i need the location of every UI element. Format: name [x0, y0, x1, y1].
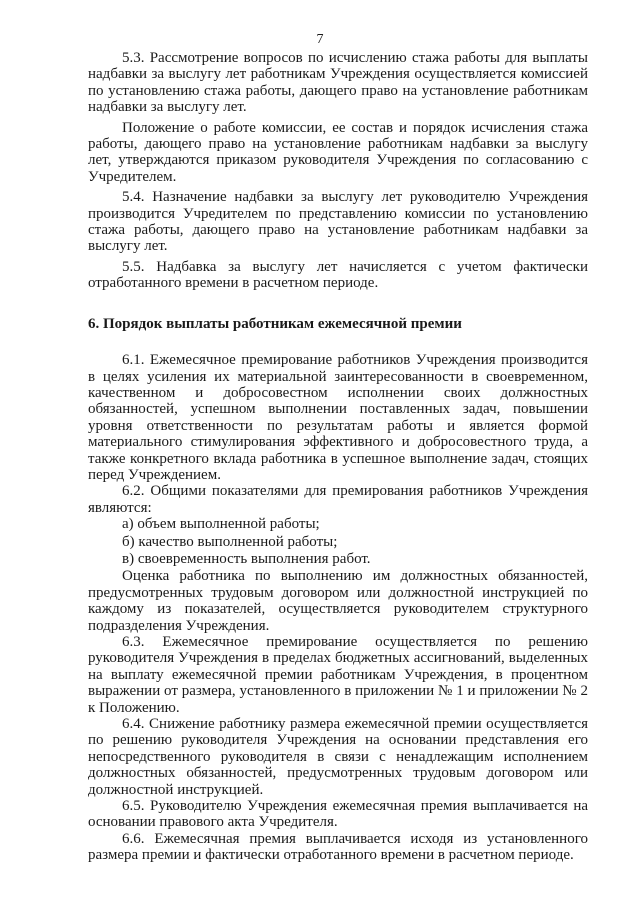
list-item: а) объем выполненной работы; — [122, 516, 320, 533]
paragraph-5-3: 5.3. Рассмотрение вопросов по исчислению стажа работы для выплаты надбавки за выслугу лет работникам Учреждения осуществляется комиссией по установлению стажа работы, дающего право на установление работникам надбавки за выслугу лет. — [88, 50, 588, 116]
paragraph-6-4: 6.4. Снижение работнику размера ежемесячной премии осуществляется по решению руководителя Учреждения на основании представления его непосредственного руководителя в связи с ненадлежащим исполнением должностных обязанностей, предусмотренных трудовым договором или должностной инструкцией. — [88, 716, 588, 798]
paragraph-6-1: 6.1. Ежемесячное премирование работников Учреждения производится в целях усиления их материальной заинтересованности в своевременном, качественном и добросовестном исполнении своих должностных обязанностей, успешном выполнении поставленных задач, повышении уровня ответственности по результатам работы и является формой материального стимулирования эффективного и добросовестного труда, а также конкретного вклада работника в успешное выполнение задач, стоящих перед Учреждением. — [88, 352, 588, 483]
paragraph-6-3: 6.3. Ежемесячное премирование осуществляется по решению руководителя Учреждения в пределах бюджетных ассигнований, выделенных на выплату ежемесячной премии работникам Учреждения, в процентном выражении от размера, установленного в приложении № 1 и приложении № 2 к Положению. — [88, 634, 588, 716]
paragraph-6-2: 6.2. Общими показателями для премирования работников Учреждения являются: — [88, 483, 588, 516]
paragraph-5-5: 5.5. Надбавка за выслугу лет начисляется с учетом фактически отработанного времени в расчетном периоде. — [88, 258, 588, 292]
paragraph-evaluation: Оценка работника по выполнению им должностных обязанностей, предусмотренных трудовым договором или должностной инструкцией по каждому из показателей, осуществляется руководителем структурного подразделения Учреждения. — [88, 568, 588, 634]
section-heading: 6. Порядок выплаты работникам ежемесячной премии — [88, 315, 462, 332]
paragraph-6-5: 6.5. Руководителю Учреждения ежемесячная премия выплачивается на основании правового акта Учредителя. — [88, 798, 588, 831]
paragraph-commission-regulation: Положение о работе комиссии, ее состав и порядок исчисления стажа работы, дающего право на установление работникам надбавки за выслугу лет, утверждаются приказом руководителя Учреждения по согласованию с Учредителем. — [88, 119, 588, 185]
paragraph-5-4: 5.4. Назначение надбавки за выслугу лет руководителю Учреждения производится Учредителем по представлению комиссии по установлению стажа работы, дающего право на установление работникам надбавки за выслугу лет. — [88, 189, 588, 255]
paragraph-6-6: 6.6. Ежемесячная премия выплачивается исходя из установленного размера премии и фактически отработанного времени в расчетном периоде. — [88, 830, 588, 864]
document-body — [88, 50, 588, 864]
list-item: в) своевременность выполнения работ. — [122, 550, 371, 567]
list-item: б) качество выполненной работы; — [122, 533, 338, 550]
page-number: 7 — [316, 32, 324, 47]
